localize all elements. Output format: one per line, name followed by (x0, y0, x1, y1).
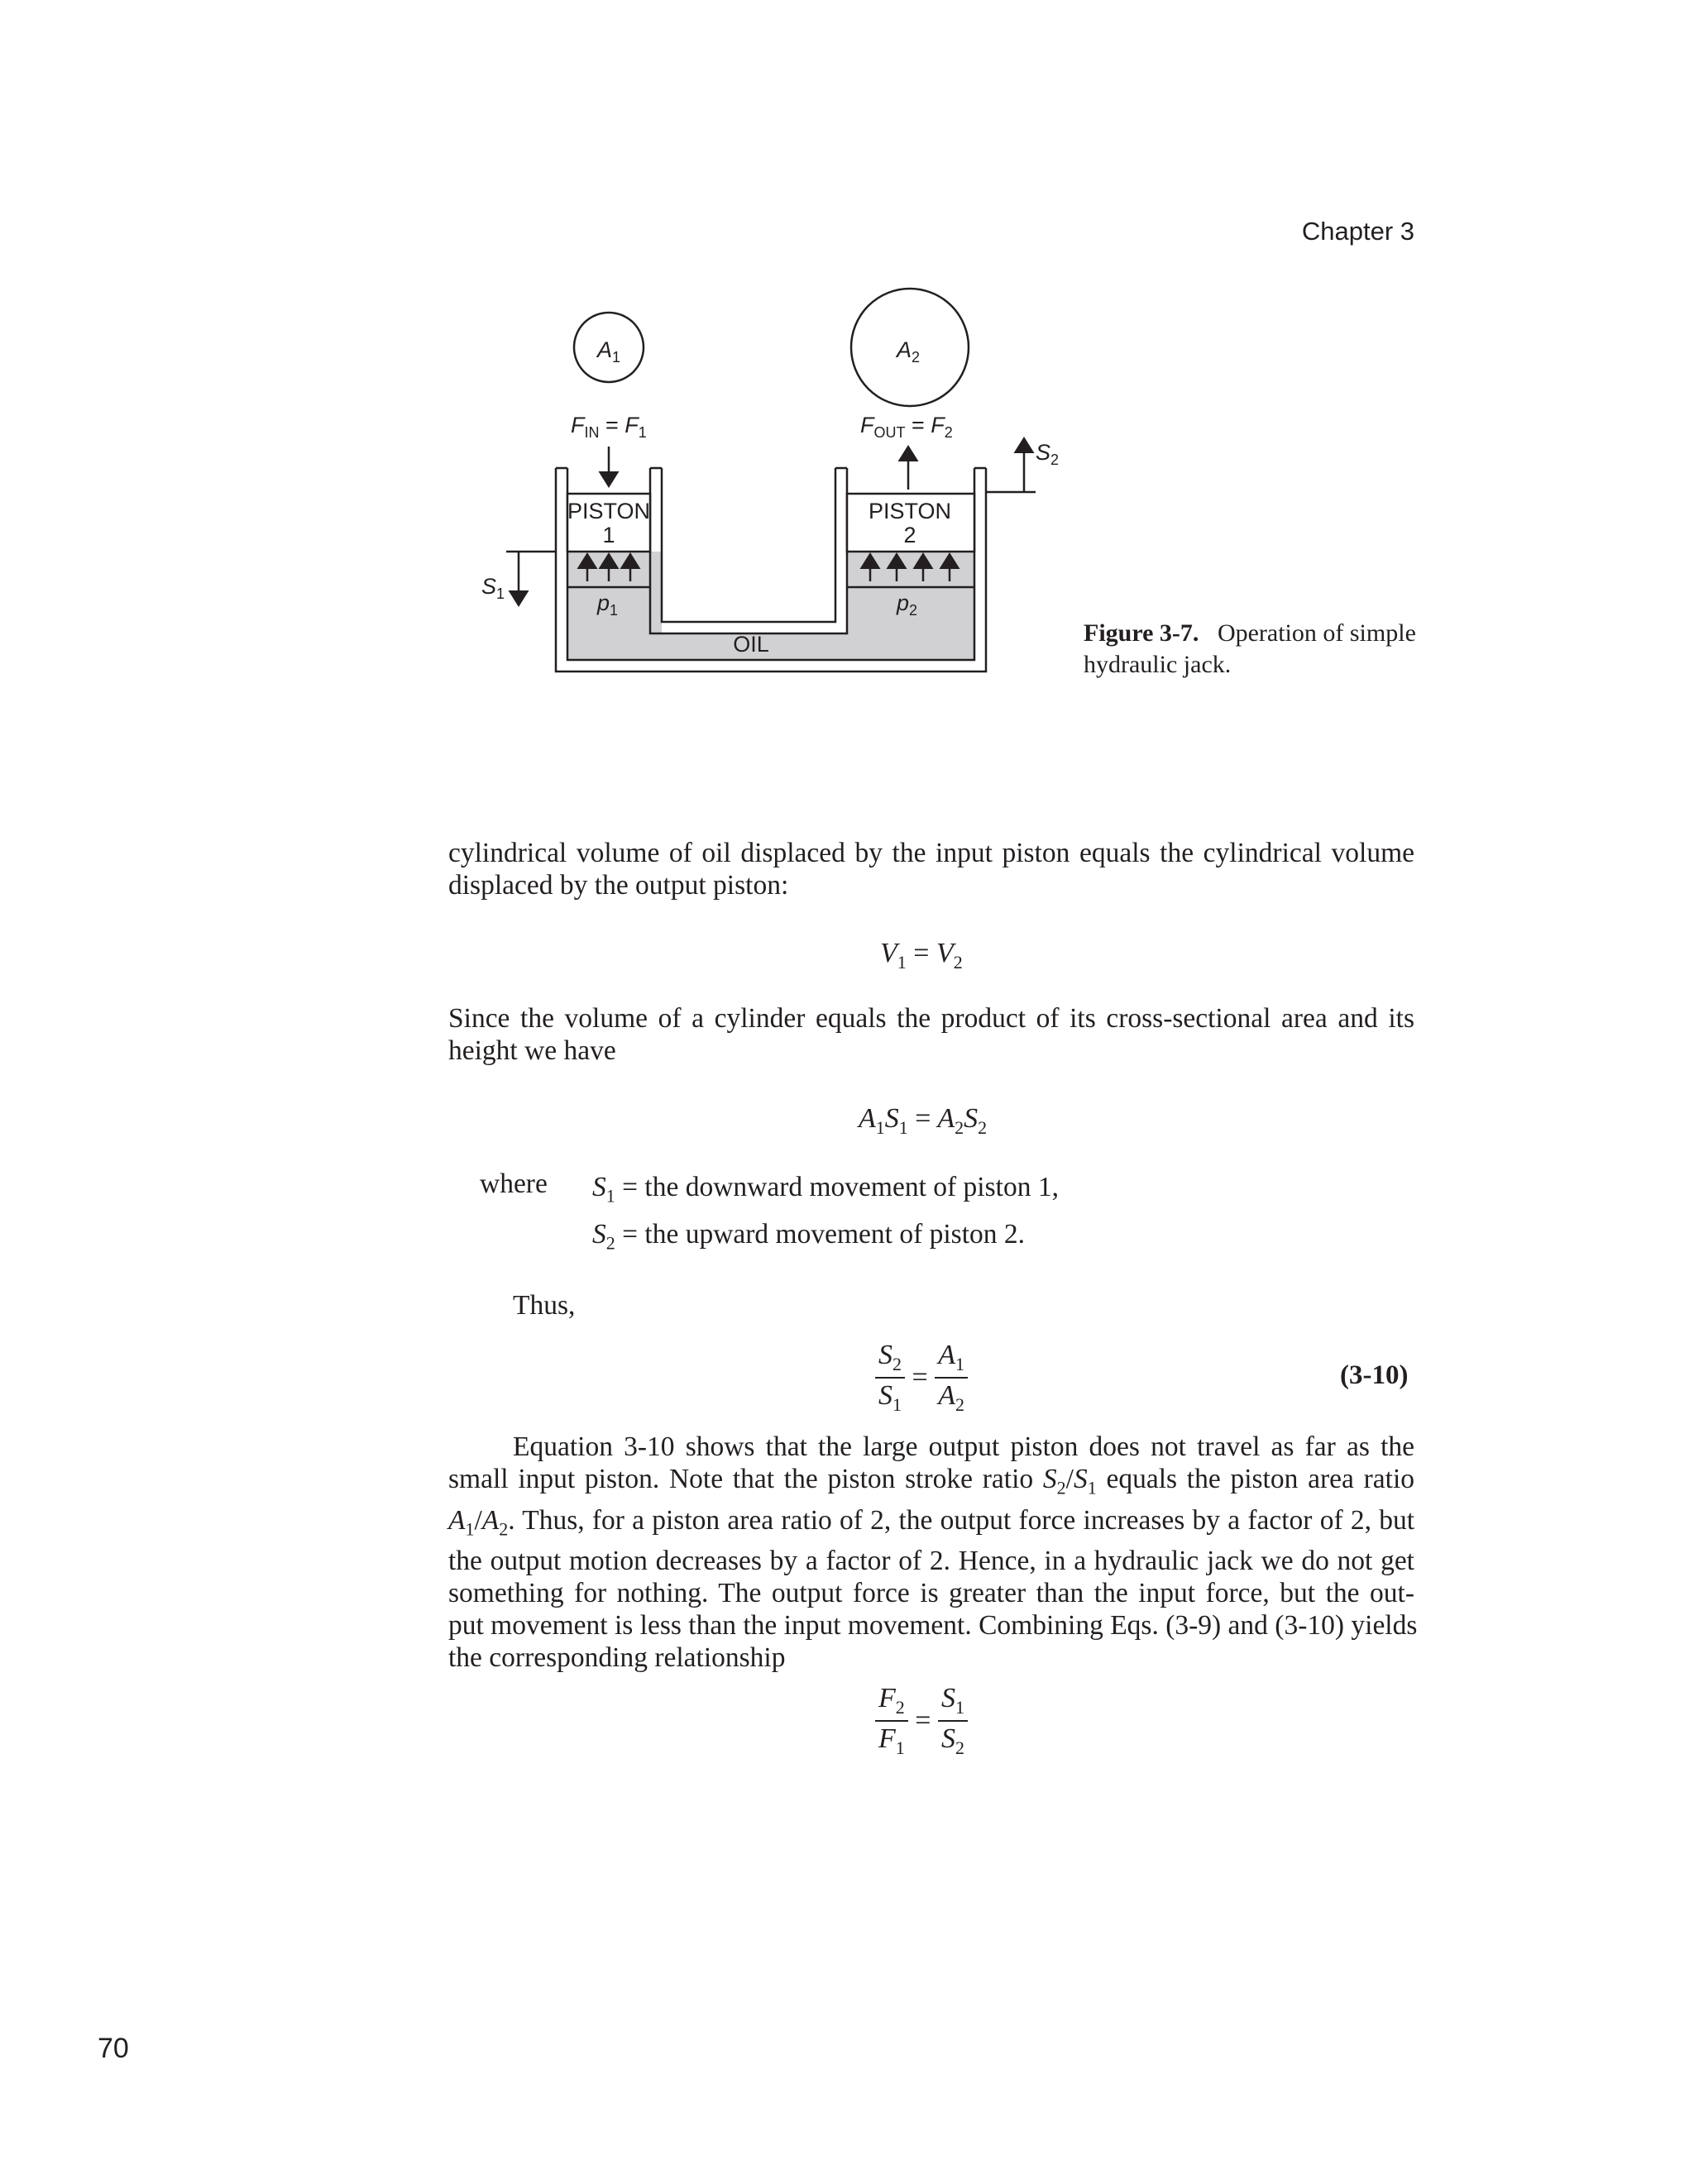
paragraph-2 (448, 1002, 1414, 1067)
text-line: displaced by the output piston: (448, 870, 789, 901)
text-line: cylindrical volume of oil displaced by the input piston equals the cylindrical volume (448, 838, 1414, 868)
page-number: 70 (98, 2033, 129, 2064)
label-a1: $A_1$ (597, 337, 621, 366)
paragraph-1 (448, 837, 1414, 901)
text-line: put movement is less than the input movement. Combining Eqs. (3-9) and (3-10) yields (448, 1610, 1418, 1642)
text-line: something for nothing. The output force is greater than the input force, but the out- (448, 1578, 1414, 1609)
paragraph-3 (448, 1431, 1418, 1674)
where-definitions (592, 1168, 1059, 1262)
text-line: Equation 3-10 shows that the large output piston does not travel as far as the (513, 1431, 1414, 1462)
text-line: the corresponding relationship (448, 1642, 786, 1674)
label-fout: $F_{OUT} = F_2$ (860, 413, 953, 441)
figure-label: Figure 3-7. (1084, 619, 1199, 647)
text-line: $A_1/A_2$. Thus, for a piston area ratio of 2, the output force increases by a factor of 2, but (448, 1504, 1414, 1540)
label-piston1: PISTON (567, 499, 651, 523)
figure-caption-text: Operation of simple hydraulic jack. (1084, 619, 1416, 678)
label-piston1-num: 1 (602, 523, 615, 547)
label-p2: $p_2$ (897, 590, 918, 619)
text-line: small input piston. Note that the piston stroke ratio $S_2/S_1$ equals the piston area ratio (448, 1464, 1414, 1498)
equation-3-10: $\frac{S_2}{S_1}$ = $\frac{A_1}{A_2}$ (875, 1340, 968, 1416)
definition-s1: $S_1$ = the downward movement of piston 1, (592, 1172, 1059, 1207)
text-line: the output motion decreases by a factor of 2. Hence, in a hydraulic jack we do not get (448, 1546, 1414, 1577)
equation-volume: $V_1 = V_2$ (880, 938, 963, 973)
hydraulic-jack-diagram (447, 281, 1075, 686)
label-p1: $p_1$ (597, 590, 619, 619)
label-a2: $A_2$ (897, 337, 921, 366)
label-s2: $S_2$ (1036, 440, 1060, 468)
thus-text: Thus, (513, 1290, 576, 1321)
figure-caption (1084, 618, 1431, 681)
text-line: Since the volume of a cylinder equals the product of its cross-sectional area and its (448, 1003, 1414, 1034)
label-fin: $F_{IN} = F_1$ (571, 413, 647, 441)
label-piston2-num: 2 (903, 523, 916, 547)
equation-area-stroke: $A_1S_1 = A_2S_2$ (859, 1103, 988, 1138)
text-line: height we have (448, 1035, 616, 1066)
where-word: where (480, 1168, 548, 1199)
label-oil: OIL (733, 632, 769, 657)
chapter-header: Chapter 3 (1301, 217, 1414, 246)
equation-number: (3-10) (1340, 1360, 1409, 1390)
definition-s2: $S_2$ = the upward movement of piston 2. (592, 1218, 1026, 1254)
label-s1: $S_1$ (481, 574, 505, 602)
equation-force-stroke: $\frac{F_2}{F_1}$ = $\frac{S_1}{S_2}$ (875, 1683, 968, 1759)
label-piston2: PISTON (868, 499, 952, 523)
